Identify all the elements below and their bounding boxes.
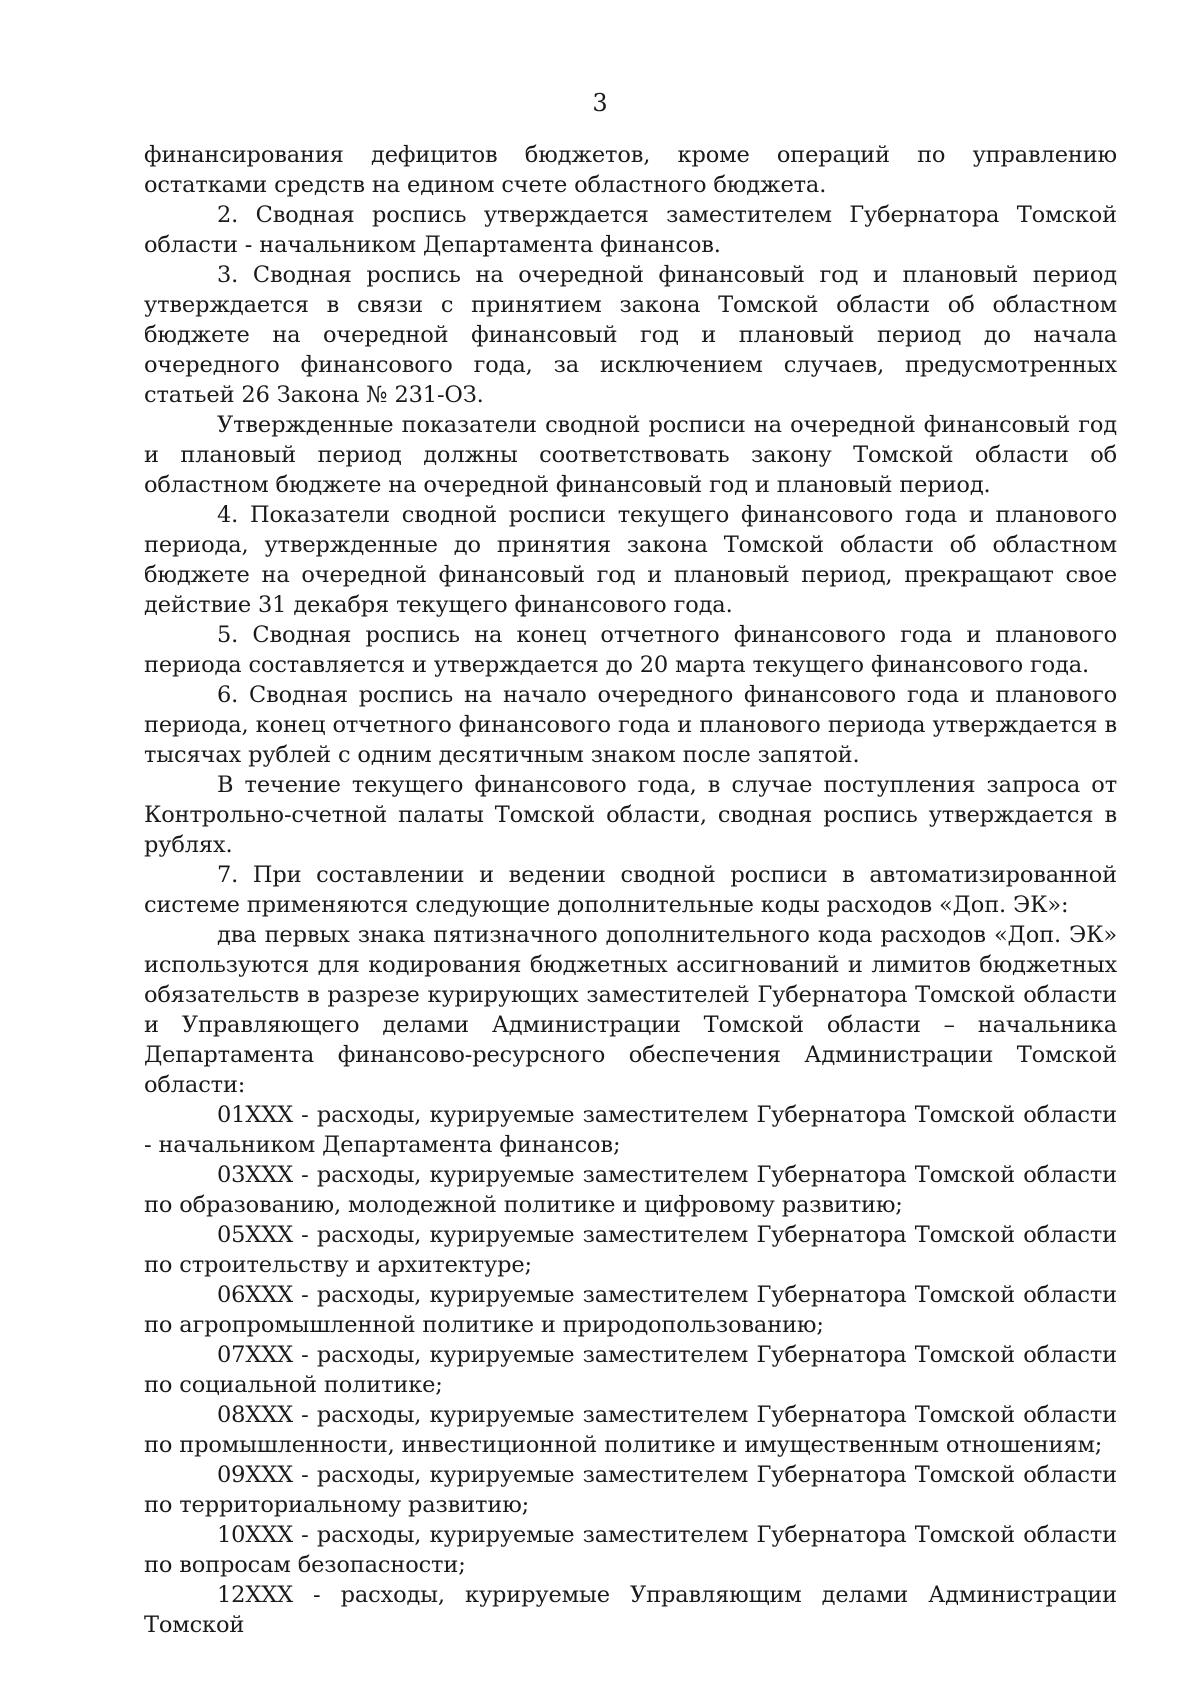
document-body: [144, 140, 1117, 1640]
paragraph: 09ХХХ - расходы, курируемые заместителем Губернатора Томской области по территориальному развитию;: [144, 1462, 1117, 1518]
paragraph: 12ХХХ - расходы, курируемые Управляющим делами Администрации Томской: [144, 1582, 1117, 1638]
paragraph: 06ХХХ - расходы, курируемые заместителем Губернатора Томской области по агропромышленной политике и природопользованию;: [144, 1282, 1117, 1338]
paragraph: 6. Сводная роспись на начало очередного финансового года и планового периода, конец отчетного финансового года и планового периода утверждается в тысячах рублей с одним десятичным знаком после запятой.: [144, 682, 1117, 768]
page-number: 3: [592, 89, 608, 117]
paragraph: 05ХХХ - расходы, курируемые заместителем Губернатора Томской области по строительству и архитектуре;: [144, 1222, 1117, 1278]
paragraph: Утвержденные показатели сводной росписи на очередной финансовый год и плановый период должны соответствовать закону Томской области об областном бюджете на очередной финансовый год и плановый период.: [144, 412, 1117, 498]
paragraph: 3. Сводная роспись на очередной финансовый год и плановый период утверждается в связи с принятием закона Томской области об областном бюджете на очередной финансовый год и плановый период до начала очередного финансового года, за исключением случаев, предусмотренных статьей 26 Закона № 231-ОЗ.: [144, 262, 1117, 408]
paragraph: 5. Сводная роспись на конец отчетного финансового года и планового периода составляется и утверждается до 20 марта текущего финансового года.: [144, 622, 1117, 678]
paragraph: 4. Показатели сводной росписи текущего финансового года и планового периода, утвержденные до принятия закона Томской области об областном бюджете на очередной финансовый год и плановый период, прекращают свое действие 31 декабря текущего финансового года.: [144, 502, 1117, 618]
paragraph: 01ХХХ - расходы, курируемые заместителем Губернатора Томской области - начальником Департамента финансов;: [144, 1102, 1117, 1158]
paragraph: 10ХХХ - расходы, курируемые заместителем Губернатора Томской области по вопросам безопасности;: [144, 1522, 1117, 1578]
paragraph: В течение текущего финансового года, в случае поступления запроса от Контрольно-счетной палаты Томской области, сводная роспись утверждается в рублях.: [144, 772, 1117, 858]
paragraph: 07ХХХ - расходы, курируемые заместителем Губернатора Томской области по социальной политике;: [144, 1342, 1117, 1398]
paragraph: 08ХХХ - расходы, курируемые заместителем Губернатора Томской области по промышленности, инвестиционной политике и имущественным отношениям;: [144, 1402, 1117, 1458]
paragraph: 7. При составлении и ведении сводной росписи в автоматизированной системе применяются следующие дополнительные коды расходов «Доп. ЭК»:: [144, 862, 1117, 918]
paragraph: два первых знака пятизначного дополнительного кода расходов «Доп. ЭК» используются для кодирования бюджетных ассигнований и лимитов бюджетных обязательств в разрезе курирующих заместителей Губернатора Томской области и Управляющего делами Администрации Томской области – начальника Департамента финансово-ресурсного обеспечения Администрации Томской области:: [144, 922, 1117, 1098]
paragraph: 2. Сводная роспись утверждается заместителем Губернатора Томской области - начальником Департамента финансов.: [144, 202, 1117, 258]
paragraph: финансирования дефицитов бюджетов, кроме операций по управлению остатками средств на едином счете областного бюджета.: [144, 142, 1117, 198]
paragraph: 03ХХХ - расходы, курируемые заместителем Губернатора Томской области по образованию, молодежной политике и цифровому развитию;: [144, 1162, 1117, 1218]
